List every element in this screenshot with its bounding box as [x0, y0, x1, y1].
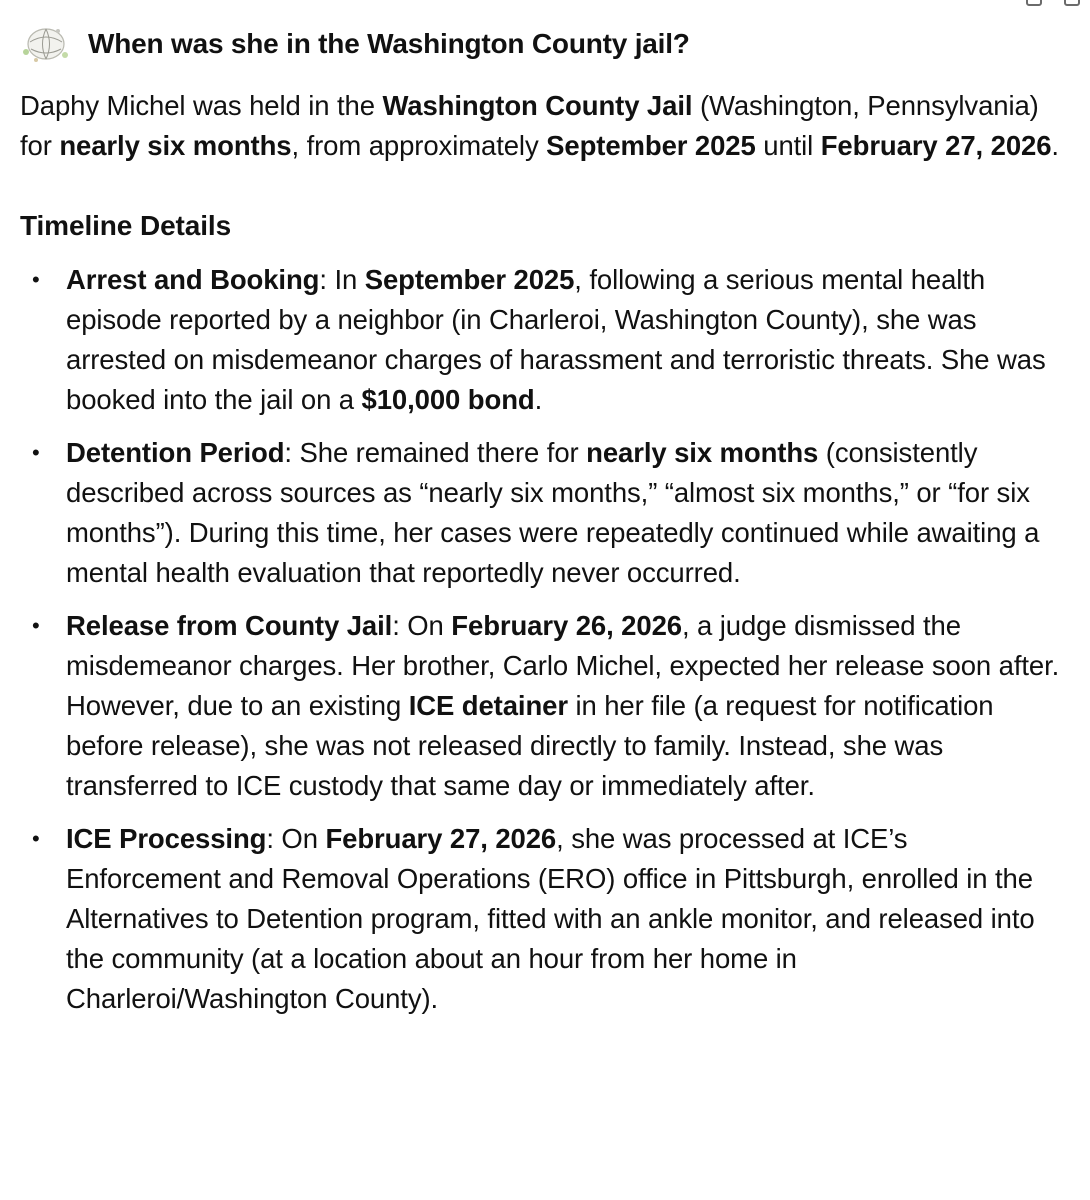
list-item: [20, 433, 1064, 593]
bold-text: February 27, 2026: [820, 130, 1052, 161]
text-run: (consistently described across sources as “nearly six months,” “almost six months,” or “for six months”). During this time, her cases were repeatedly continued while awaiting a mental health evaluation that reportedly never occurred.: [66, 437, 1040, 588]
text-run: .: [534, 384, 543, 415]
text-run: : In: [319, 264, 365, 295]
timeline-list: [20, 260, 1064, 1019]
copy-icon[interactable]: [1026, 0, 1042, 6]
list-item-text: [66, 437, 1039, 588]
intro-paragraph: [20, 86, 1064, 166]
question-text: When was she in the Washington County jail?: [88, 28, 690, 59]
menu-icon[interactable]: [1064, 0, 1080, 6]
text-run: : On: [392, 610, 452, 641]
bold-text: Washington County Jail: [382, 90, 693, 121]
list-item: [20, 606, 1064, 806]
bold-text: ICE detainer: [408, 690, 568, 721]
text-run: in her file (a request for notification before release), she was not released directly to family. Instead, she was transferred to ICE custody that same day or immediately after.: [66, 690, 994, 801]
text-run: , a judge dismissed the misdemeanor charges. Her brother, Carlo Michel, expected her release soon after. However, due to an existing: [66, 610, 1060, 721]
answer-body: [20, 86, 1064, 1032]
bold-text: February 27, 2026: [325, 823, 557, 854]
text-run: until: [755, 130, 821, 161]
globe-sketch-icon: [18, 22, 74, 66]
bullet-icon: •: [32, 440, 40, 465]
list-item: [20, 819, 1064, 1019]
bold-text: ICE Processing: [66, 823, 267, 854]
bold-text: Arrest and Booking: [66, 264, 320, 295]
text-run: , she was processed at ICE’s Enforcement and Removal Operations (ERO) office in Pittsburgh, enrolled in the Alternatives to Detention program, fitted with an ankle monitor, and released into the community (at a location about an hour from her home in Charleroi/Washington County).: [66, 823, 1035, 1014]
bullet-icon: •: [32, 826, 40, 851]
list-item-text: [66, 264, 1046, 415]
list-item: [20, 260, 1064, 420]
bold-text: September 2025: [364, 264, 575, 295]
text-run: : She remained there for: [284, 437, 587, 468]
bold-text: $10,000 bond: [361, 384, 535, 415]
user-question: [18, 22, 1070, 66]
text-run: Daphy Michel was held in the: [20, 90, 383, 121]
bold-text: September 2025: [546, 130, 756, 161]
list-item-text: [66, 610, 1059, 801]
text-run: (Washington, Pennsylvania) for: [20, 90, 1039, 161]
bold-text: Detention Period: [66, 437, 285, 468]
section-heading: Timeline Details: [20, 210, 232, 241]
bullet-icon: •: [32, 267, 40, 292]
bold-text: Release from County Jail: [66, 610, 393, 641]
bold-text: nearly six months: [59, 130, 292, 161]
bullet-icon: •: [32, 613, 40, 638]
bold-text: February 26, 2026: [451, 610, 682, 641]
text-run: : On: [266, 823, 326, 854]
text-run: , following a serious mental health episode reported by a neighbor (in Charleroi, Washington County), she was arrested on misdemeanor charges of harassment and terroristic threats. She was booked into the jail on a: [66, 264, 1046, 415]
window-controls: [1026, 0, 1080, 4]
text-run: , from approximately: [291, 130, 547, 161]
bold-text: nearly six months: [586, 437, 819, 468]
list-item-text: [66, 823, 1035, 1014]
text-run: .: [1051, 130, 1059, 161]
